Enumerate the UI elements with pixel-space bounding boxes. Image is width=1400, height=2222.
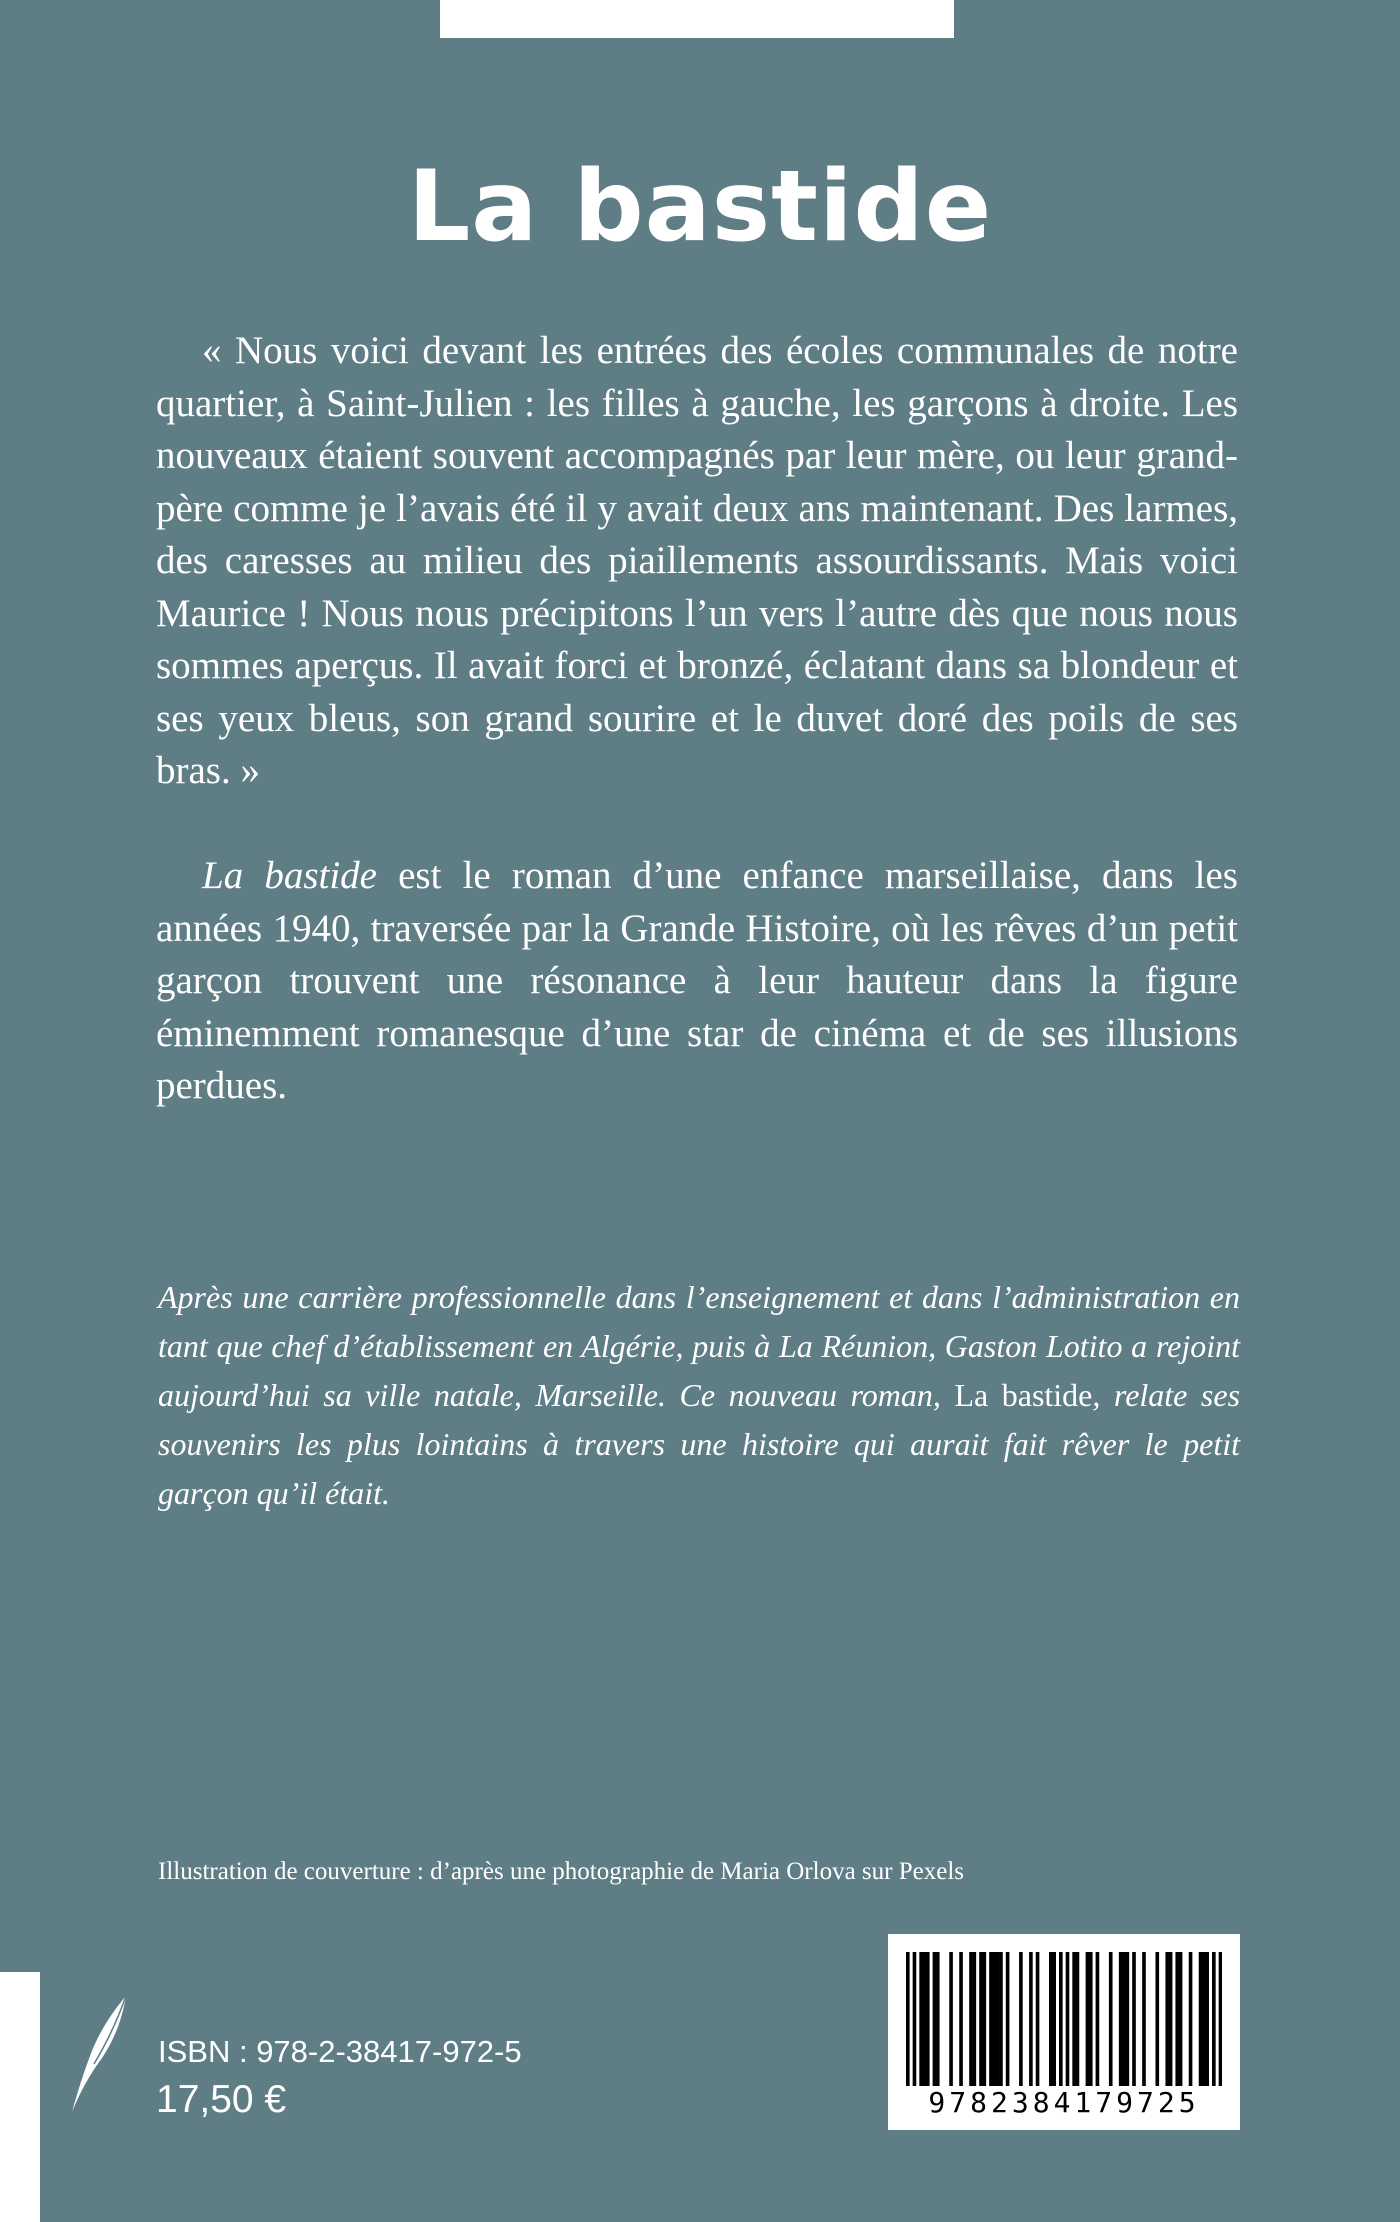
barcode-bar [1059, 1952, 1063, 2086]
author-bio [158, 1273, 1240, 1518]
barcode-bar [936, 1952, 940, 2086]
barcode-bar [933, 1952, 937, 2086]
author-bio-part2: , relate ses souvenirs les plus lointains à travers une histoire qui aurait fait rêver le petit garçon qu’il était. [158, 1377, 1241, 1511]
author-bio-title-ref: La bastide [940, 1377, 1093, 1413]
barcode-bar [919, 1952, 923, 2086]
isbn: ISBN : 978-2-38417-972-5 [158, 2034, 522, 2069]
barcode-bar [1049, 1952, 1053, 2086]
barcode-bar [1189, 1952, 1193, 2086]
barcode-bar [992, 1952, 996, 2086]
feather-icon [68, 1994, 130, 2114]
barcode-bar [1076, 1952, 1080, 2086]
barcode-bar [1109, 1952, 1113, 2086]
excerpt-quote: « Nous voici devant les entrées des écoles communales de notre quartier, à Saint-Julien : les filles à gauche, les garçons à droite. Les nouveaux étaient souvent accompagnés par leur mère, ou leur grand-père comme je l’avais été il y avait deux ans maintenant. Des larmes, des caresses au milieu des piaillements assourdissants. Mais voici Maurice ! Nous nous précipitons l’un vers l’autre dès que nous nous sommes aperçus. Il avait forci et bronzé, éclatant dans sa blondeur et ses yeux bleus, son grand sourire et le duvet doré des poils de ses bras. » [156, 329, 1238, 792]
barcode-bar [1019, 1952, 1023, 2086]
barcode-bar [999, 1952, 1003, 2086]
barcode-bar [989, 1952, 993, 2086]
barcode-bar [983, 1952, 987, 2086]
barcode-bar [959, 1952, 963, 2086]
author-bio-part1: Après une carrière professionnelle dans l’enseignement et dans l’administration en tant que chef d’établissement en Algérie, puis à La Réunion, Gaston Lotito a rejoint aujourd’hui sa ville natale, Marseille. Ce nouveau roman, [158, 1279, 1240, 1413]
barcode-bar [1036, 1952, 1040, 2086]
synopsis-title-ref: La bastide [202, 854, 377, 897]
barcode-bar [1205, 1952, 1209, 2086]
barcode-bar [1165, 1952, 1169, 2086]
left-white-strip [0, 1972, 40, 2222]
synopsis [156, 850, 1238, 1113]
barcode [888, 1934, 1240, 2130]
barcode-bar [1202, 1952, 1206, 2086]
barcode-bar [926, 1952, 930, 2086]
barcode-bar [979, 1952, 983, 2086]
barcode-bar [1089, 1952, 1093, 2086]
barcode-bar [1119, 1952, 1123, 2086]
illustration-credit: Illustration de couverture : d’après une photographie de Maria Orlova sur Pexels [158, 1858, 964, 1885]
barcode-bar [1175, 1952, 1179, 2086]
barcode-bars [906, 1952, 1222, 2086]
barcode-bar [1122, 1952, 1126, 2086]
book-title: La bastide [407, 150, 993, 264]
barcode-bar [1219, 1952, 1222, 2086]
barcode-bar [1169, 1952, 1173, 2086]
barcode-bar [1212, 1952, 1216, 2086]
barcode-bar [923, 1952, 927, 2086]
price: 17,50 € [156, 2078, 287, 2121]
barcode-bar [1096, 1952, 1100, 2086]
barcode-bar [1179, 1952, 1183, 2086]
barcode-bar [973, 1952, 977, 2086]
barcode-bar [1072, 1952, 1076, 2086]
barcode-digits: 9782384179725 [928, 2086, 1200, 2119]
barcode-bar [1126, 1952, 1130, 2086]
barcode-bar [969, 1952, 973, 2086]
barcode-bar [1006, 1952, 1010, 2086]
barcode-bar [996, 1952, 1000, 2086]
barcode-bar [1029, 1952, 1033, 2086]
barcode-bar [1199, 1952, 1203, 2086]
barcode-bar [1155, 1952, 1159, 2086]
barcode-bar [1052, 1952, 1056, 2086]
barcode-bar [906, 1952, 910, 2086]
barcode-bar [949, 1952, 953, 2086]
barcode-bar [913, 1952, 917, 2086]
barcode-bar [1066, 1952, 1070, 2086]
top-white-tab [440, 0, 954, 38]
synopsis-text: est le roman d’une enfance marseillaise, dans les années 1940, traversée par la Grande Histoire, où les rêves d’un petit garçon trouvent une résonance à leur hauteur dans la figure éminemment romanesque d’une star de cinéma et de ses illusions perdues. [156, 854, 1238, 1107]
barcode-bar [1142, 1952, 1146, 2086]
barcode-bar [1132, 1952, 1136, 2086]
barcode-bar [1086, 1952, 1090, 2086]
